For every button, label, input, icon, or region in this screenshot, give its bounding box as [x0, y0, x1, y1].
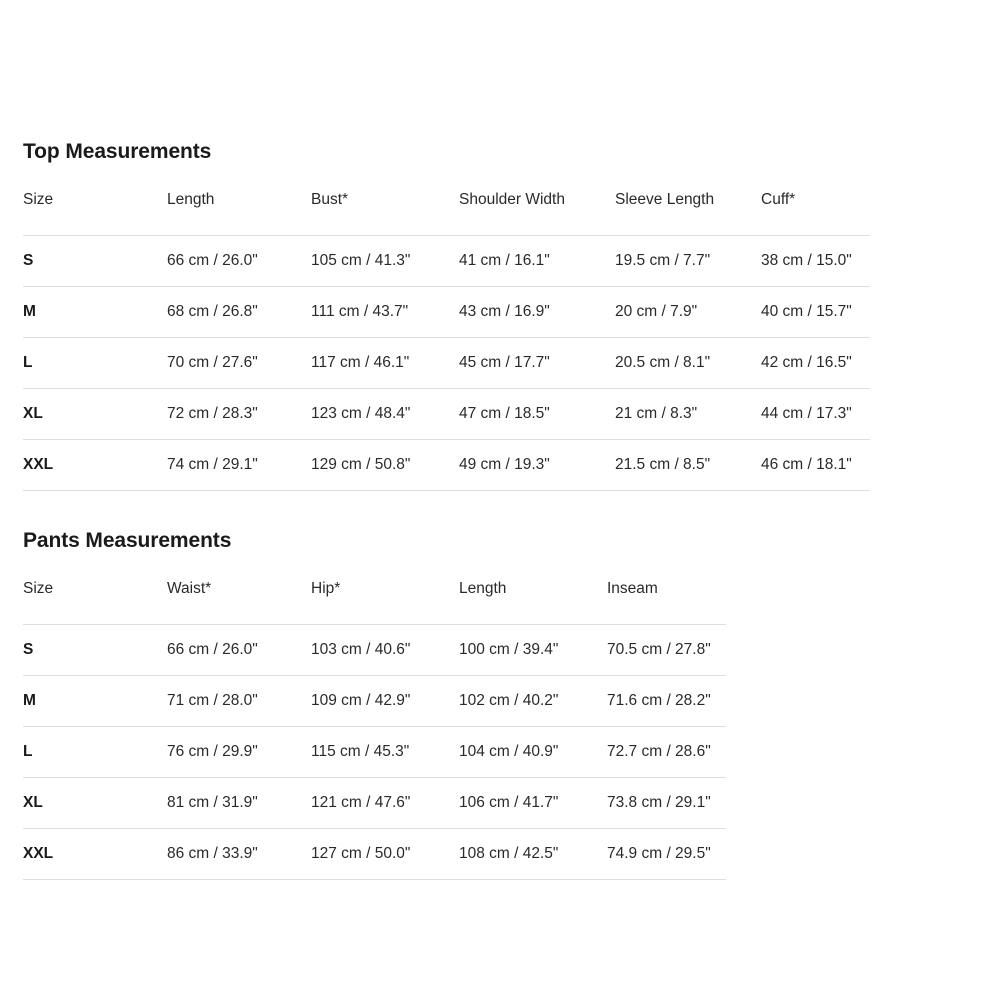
table-row [23, 625, 726, 676]
table-cell: 74 cm / 29.1" [167, 440, 311, 491]
table-cell: 102 cm / 40.2" [459, 676, 607, 727]
table-cell: 21.5 cm / 8.5" [615, 440, 761, 491]
table-cell: 66 cm / 26.0" [167, 625, 311, 676]
table-cell: 43 cm / 16.9" [459, 287, 615, 338]
size-cell: S [23, 625, 167, 676]
pants-measurements-table [23, 579, 726, 880]
table-cell: 47 cm / 18.5" [459, 389, 615, 440]
table-cell: 129 cm / 50.8" [311, 440, 459, 491]
table-header-row [23, 579, 726, 625]
column-header-cuff: Cuff* [761, 190, 870, 236]
table-cell: 46 cm / 18.1" [761, 440, 870, 491]
size-cell: XXL [23, 440, 167, 491]
table-cell: 71 cm / 28.0" [167, 676, 311, 727]
table-cell: 105 cm / 41.3" [311, 236, 459, 287]
table-cell: 66 cm / 26.0" [167, 236, 311, 287]
table-row [23, 727, 726, 778]
table-cell: 20 cm / 7.9" [615, 287, 761, 338]
table-cell: 40 cm / 15.7" [761, 287, 870, 338]
column-header-size: Size [23, 579, 167, 625]
table-header-row [23, 190, 870, 236]
table-row [23, 829, 726, 880]
table-cell: 68 cm / 26.8" [167, 287, 311, 338]
table-cell: 70.5 cm / 27.8" [607, 625, 726, 676]
table-cell: 21 cm / 8.3" [615, 389, 761, 440]
size-cell: M [23, 287, 167, 338]
pants-measurements-section [23, 523, 726, 880]
table-row [23, 440, 870, 491]
table-cell: 45 cm / 17.7" [459, 338, 615, 389]
table-cell: 74.9 cm / 29.5" [607, 829, 726, 880]
size-cell: L [23, 727, 167, 778]
size-cell: XXL [23, 829, 167, 880]
table-cell: 49 cm / 19.3" [459, 440, 615, 491]
table-cell: 81 cm / 31.9" [167, 778, 311, 829]
top-measurements-title: Top Measurements [23, 140, 212, 163]
table-cell: 115 cm / 45.3" [311, 727, 459, 778]
column-header-waist: Waist* [167, 579, 311, 625]
table-cell: 106 cm / 41.7" [459, 778, 607, 829]
table-cell: 127 cm / 50.0" [311, 829, 459, 880]
table-cell: 121 cm / 47.6" [311, 778, 459, 829]
top-measurements-section [23, 134, 870, 491]
table-cell: 103 cm / 40.6" [311, 625, 459, 676]
column-header-sleeve-length: Sleeve Length [615, 190, 761, 236]
column-header-length: Length [459, 579, 607, 625]
table-cell: 19.5 cm / 7.7" [615, 236, 761, 287]
table-cell: 111 cm / 43.7" [311, 287, 459, 338]
size-cell: XL [23, 389, 167, 440]
column-header-shoulder-width: Shoulder Width [459, 190, 615, 236]
size-cell: M [23, 676, 167, 727]
table-cell: 123 cm / 48.4" [311, 389, 459, 440]
size-cell: S [23, 236, 167, 287]
table-cell: 100 cm / 39.4" [459, 625, 607, 676]
table-cell: 76 cm / 29.9" [167, 727, 311, 778]
table-cell: 71.6 cm / 28.2" [607, 676, 726, 727]
table-row [23, 287, 870, 338]
column-header-hip: Hip* [311, 579, 459, 625]
table-cell: 86 cm / 33.9" [167, 829, 311, 880]
table-cell: 70 cm / 27.6" [167, 338, 311, 389]
table-cell: 42 cm / 16.5" [761, 338, 870, 389]
size-cell: XL [23, 778, 167, 829]
table-cell: 109 cm / 42.9" [311, 676, 459, 727]
table-row [23, 338, 870, 389]
table-cell: 72.7 cm / 28.6" [607, 727, 726, 778]
table-cell: 108 cm / 42.5" [459, 829, 607, 880]
table-cell: 104 cm / 40.9" [459, 727, 607, 778]
table-cell: 38 cm / 15.0" [761, 236, 870, 287]
table-row [23, 389, 870, 440]
table-cell: 117 cm / 46.1" [311, 338, 459, 389]
pants-measurements-title: Pants Measurements [23, 529, 232, 552]
column-header-length: Length [167, 190, 311, 236]
table-cell: 72 cm / 28.3" [167, 389, 311, 440]
table-cell: 41 cm / 16.1" [459, 236, 615, 287]
table-row [23, 778, 726, 829]
column-header-bust: Bust* [311, 190, 459, 236]
top-measurements-table [23, 190, 870, 491]
table-cell: 44 cm / 17.3" [761, 389, 870, 440]
table-row [23, 236, 870, 287]
column-header-inseam: Inseam [607, 579, 726, 625]
table-cell: 73.8 cm / 29.1" [607, 778, 726, 829]
table-cell: 20.5 cm / 8.1" [615, 338, 761, 389]
column-header-size: Size [23, 190, 167, 236]
table-row [23, 676, 726, 727]
size-cell: L [23, 338, 167, 389]
